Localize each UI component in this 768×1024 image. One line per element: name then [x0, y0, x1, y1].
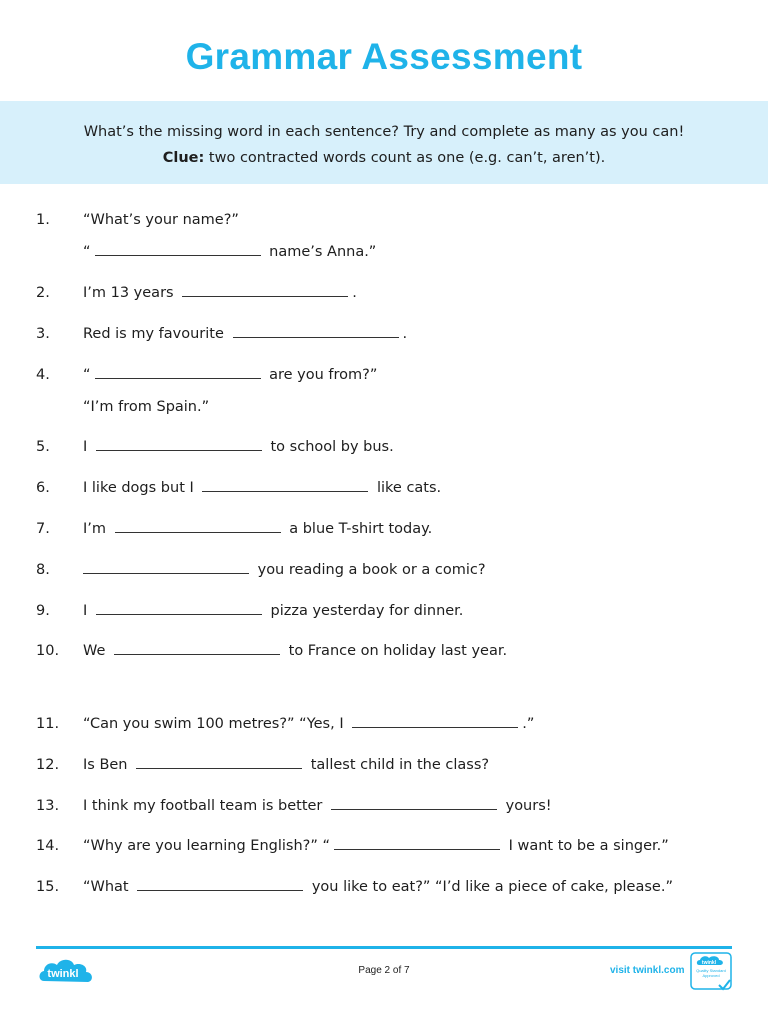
question-line: [83, 477, 441, 499]
question-text: to school by bus.: [265, 439, 394, 455]
instructions-banner: [0, 101, 768, 184]
question-text: are you from?”: [264, 367, 378, 383]
answer-blank[interactable]: [136, 754, 302, 769]
question-text: a blue T-shirt today.: [284, 521, 433, 537]
question-number: 3.: [36, 326, 50, 342]
question-text: “: [83, 367, 91, 383]
question-line: [83, 436, 394, 458]
question-line: [83, 323, 407, 345]
question-number: 7.: [36, 521, 50, 537]
question-number: 10.: [36, 643, 60, 659]
question-text: I: [83, 439, 92, 455]
question-item: [0, 754, 768, 776]
question-number: 9.: [36, 603, 50, 619]
question-text: “: [83, 244, 91, 260]
answer-blank[interactable]: [331, 795, 497, 810]
question-number: 1.: [36, 212, 50, 228]
question-line: [83, 713, 534, 735]
question-text: “Can you swim 100 metres?” “Yes, I: [83, 716, 349, 732]
question-line: [83, 209, 239, 231]
answer-blank[interactable]: [233, 323, 399, 338]
page-number: Page 2 of 7: [358, 965, 410, 976]
question-text: pizza yesterday for dinner.: [265, 603, 464, 619]
visit-link[interactable]: visit twinkl.com: [610, 965, 685, 976]
question-text: I like dogs but I: [83, 480, 199, 496]
question-text: you reading a book or a comic?: [253, 562, 486, 578]
question-line: [83, 282, 357, 304]
badge-subtitle: Quality Standard Approved: [696, 968, 726, 978]
question-number: 12.: [36, 757, 60, 773]
question-line: [83, 795, 552, 817]
question-line: [83, 364, 377, 386]
clue-line: [0, 145, 768, 171]
question-text: We: [83, 643, 111, 659]
question-text: “What’s your name?”: [83, 212, 239, 228]
question-text: yours!: [501, 798, 552, 814]
question-text: I: [83, 603, 92, 619]
instructions-text: What’s the missing word in each sentence? Try and complete as many as you can!: [83, 124, 685, 140]
question-line: [83, 835, 669, 857]
question-number: 13.: [36, 798, 60, 814]
question-text: I think my football team is better: [83, 798, 327, 814]
answer-blank[interactable]: [202, 477, 368, 492]
question-item: [0, 364, 768, 415]
question-text: Is Ben: [83, 757, 133, 773]
page-title: Grammar Assessment: [185, 36, 583, 77]
question-text: to France on holiday last year.: [284, 643, 508, 659]
question-text: name’s Anna.”: [264, 244, 377, 260]
answer-blank[interactable]: [182, 282, 348, 297]
question-item: [0, 477, 768, 499]
answer-blank[interactable]: [95, 364, 261, 379]
question-line: [83, 600, 463, 622]
question-number: 11.: [36, 716, 60, 732]
question-item: [0, 282, 768, 304]
question-item: [0, 436, 768, 458]
answer-blank[interactable]: [95, 241, 261, 256]
question-item: [0, 323, 768, 345]
question-line: [83, 518, 432, 540]
question-line: [83, 640, 507, 662]
question-number: 4.: [36, 367, 50, 383]
question-text: I’m 13 years: [83, 285, 179, 301]
answer-blank[interactable]: [352, 713, 518, 728]
question-item: [0, 559, 768, 581]
answer-blank[interactable]: [137, 876, 303, 891]
question-item: [0, 713, 768, 735]
question-text: “What: [83, 879, 134, 895]
question-text: Red is my favourite: [83, 326, 229, 342]
question-item: [0, 835, 768, 857]
question-number: 6.: [36, 480, 50, 496]
question-text: .”: [522, 716, 535, 732]
question-item: [0, 876, 768, 898]
answer-blank[interactable]: [83, 559, 249, 574]
answer-blank[interactable]: [334, 835, 500, 850]
question-line-2: “I’m from Spain.”: [83, 399, 210, 415]
clue-text: two contracted words count as one (e.g. can’t, aren’t).: [204, 150, 606, 166]
question-item: [0, 518, 768, 540]
answer-blank[interactable]: [115, 518, 281, 533]
question-text: “Why are you learning English?” “: [83, 838, 330, 854]
logo-text: twinkl: [47, 968, 79, 980]
question-number: 15.: [36, 879, 60, 895]
question-text: I’m: [83, 521, 111, 537]
answer-blank[interactable]: [114, 640, 280, 655]
question-item: [0, 209, 768, 260]
question-line: [83, 559, 486, 581]
question-line: [83, 754, 489, 776]
footer-divider: [36, 946, 732, 949]
question-item: [0, 600, 768, 622]
question-item: [0, 640, 768, 662]
answer-blank[interactable]: [96, 600, 262, 615]
question-text: like cats.: [372, 480, 442, 496]
clue-label: Clue:: [162, 150, 205, 166]
question-line: [83, 876, 673, 898]
answer-blank[interactable]: [96, 436, 262, 451]
question-number: 5.: [36, 439, 50, 455]
question-text: .: [352, 285, 357, 301]
question-number: 8.: [36, 562, 50, 578]
question-text: .: [402, 326, 408, 342]
question-item: [0, 795, 768, 817]
question-number: 2.: [36, 285, 50, 301]
question-line-2: [83, 241, 376, 263]
quality-badge-icon: [689, 951, 733, 993]
question-text: I want to be a singer.”: [504, 838, 669, 854]
question-text: you like to eat?” “I’d like a piece of cake, please.”: [307, 879, 673, 895]
badge-title: twinkl: [701, 960, 717, 966]
question-number: 14.: [36, 838, 60, 854]
question-text: tallest child in the class?: [306, 757, 490, 773]
